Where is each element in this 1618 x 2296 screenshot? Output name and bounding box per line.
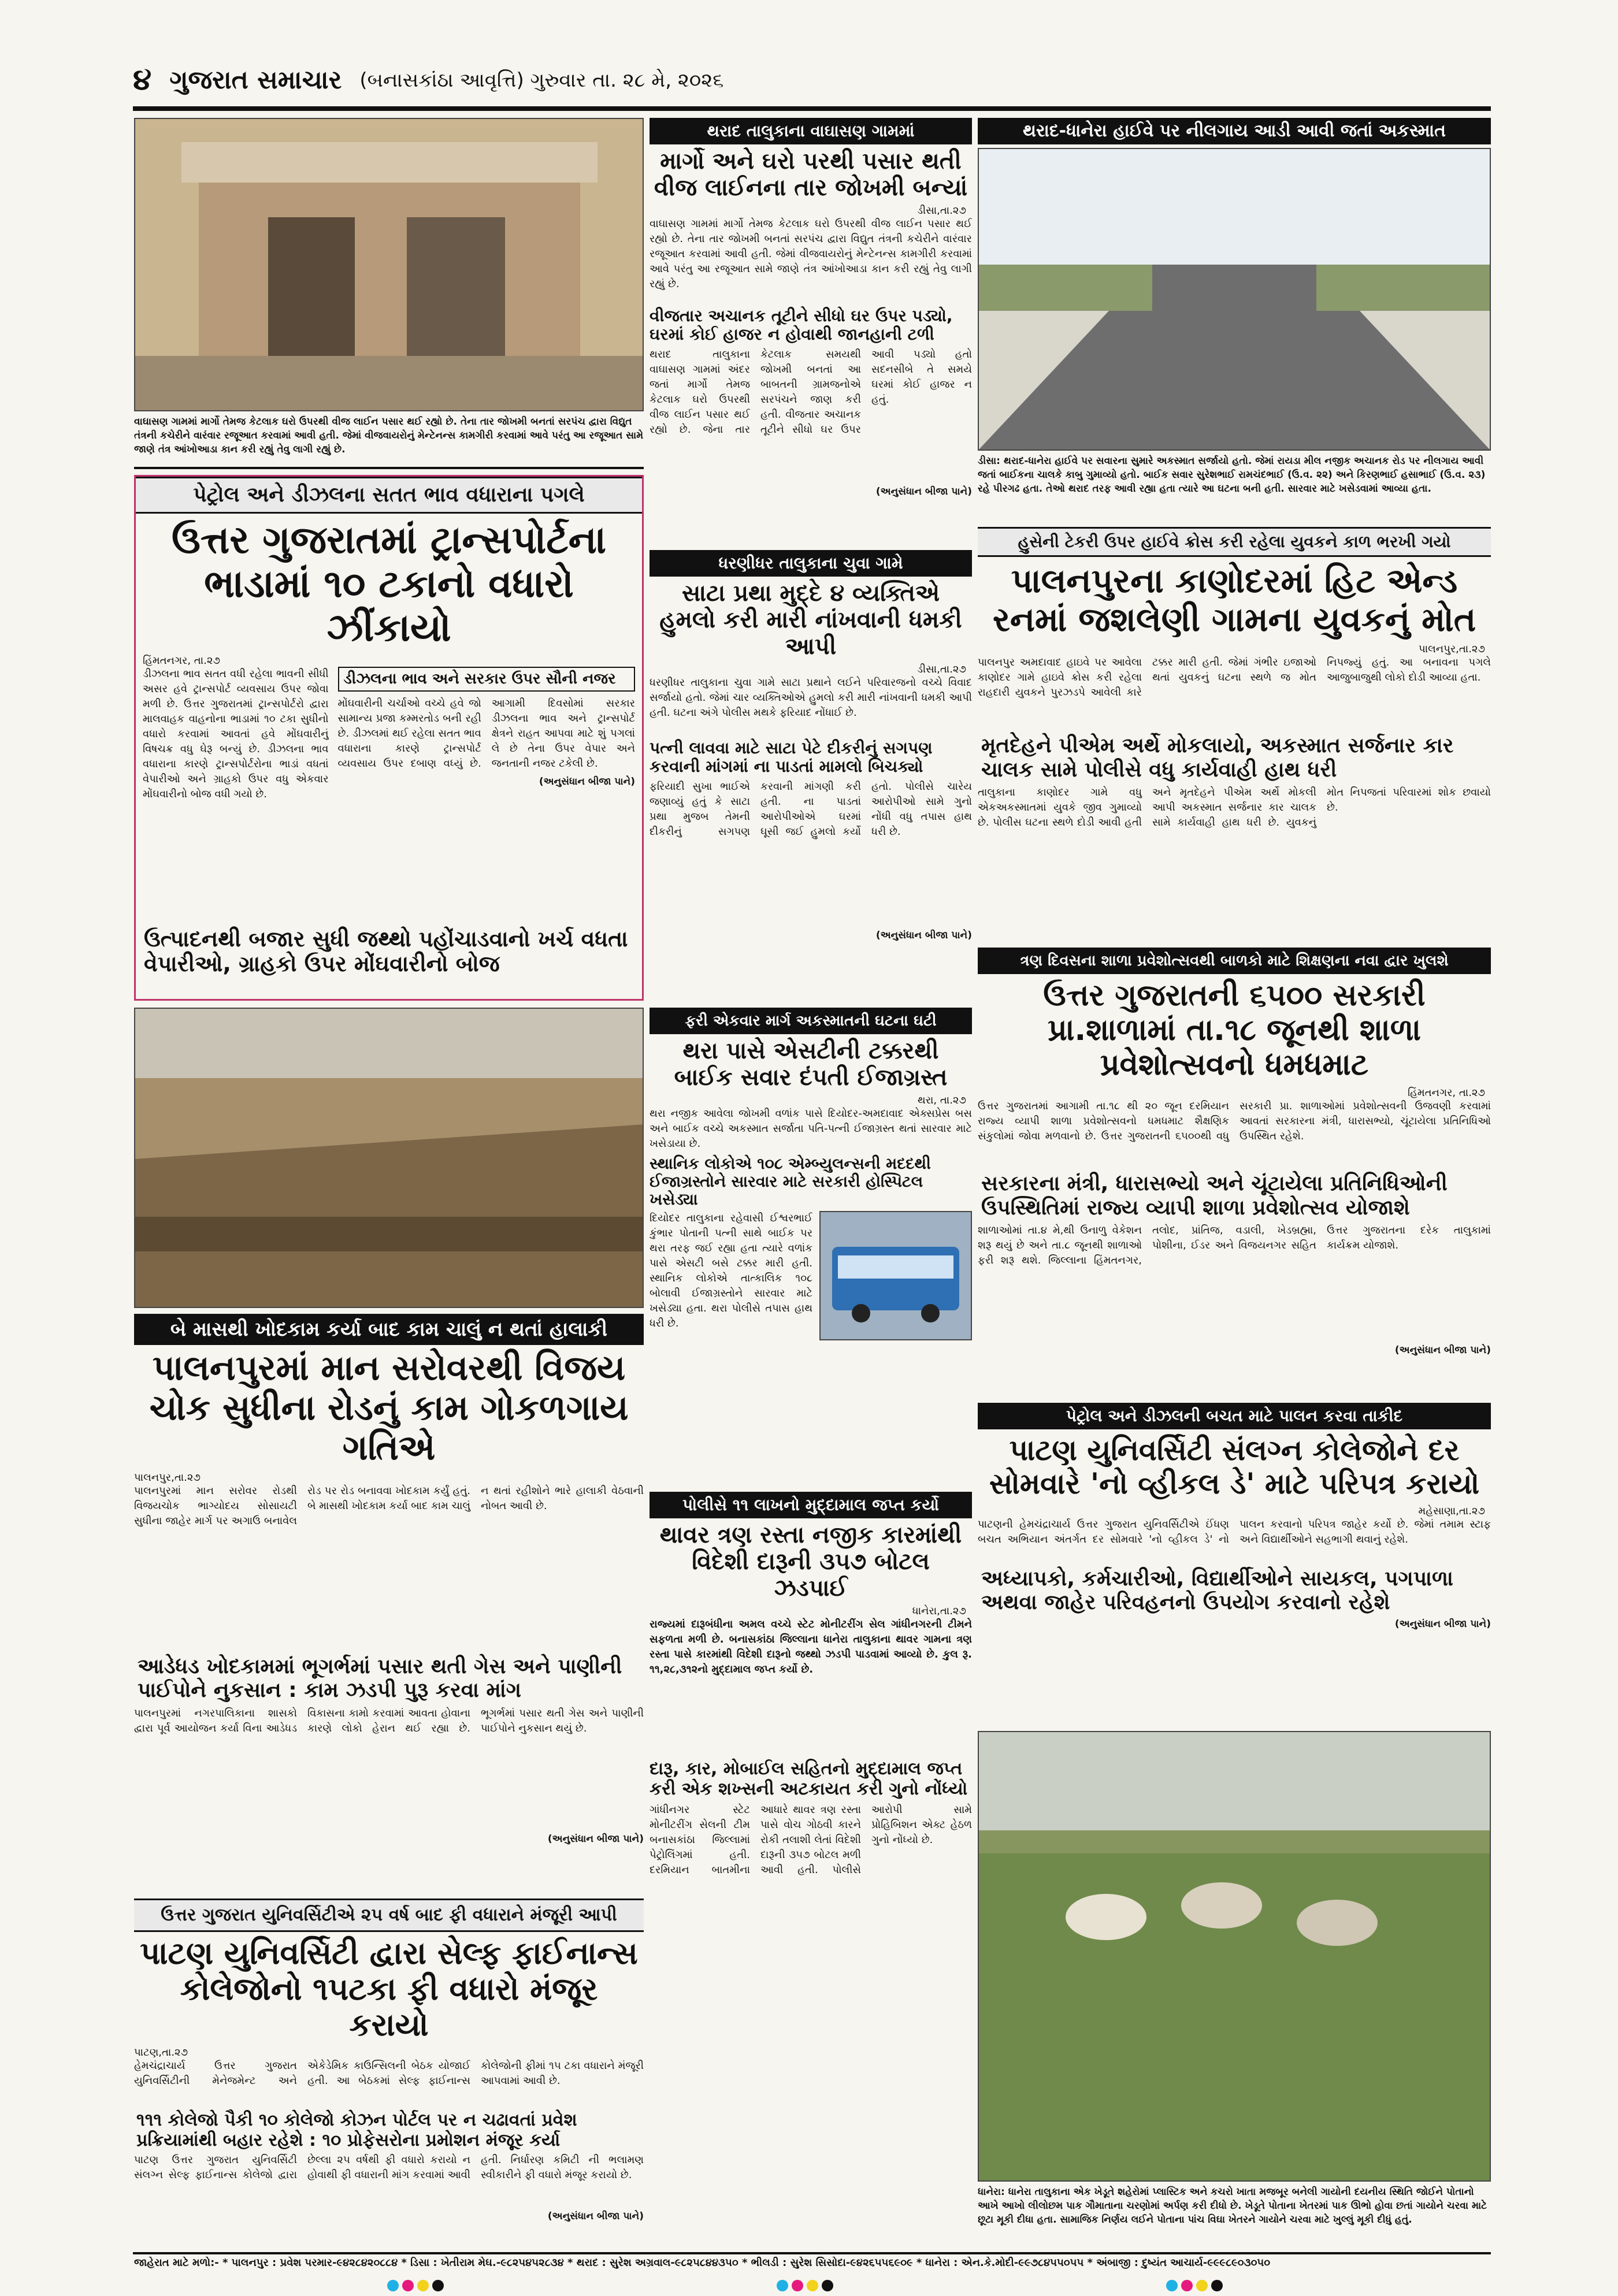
excavation-illustration bbox=[135, 1009, 644, 1308]
highway-accident-story bbox=[978, 118, 1491, 522]
school-kicker: ત્રણ દિવસના શાળા પ્રવેશોત્સવથી બાળકો માટે શિક્ષણના નવા દ્વાર ખુલશે bbox=[978, 948, 1491, 974]
liquor-headline: થાવર ત્રણ રસ્તા નજીક કારમાંથી વિદેશી દારૂની ૩૫૭ બોટલ ઝડપાઈ bbox=[659, 1522, 962, 1602]
masthead bbox=[133, 62, 1491, 105]
satta-dateline: ડીસા,તા.૨૭ bbox=[917, 663, 966, 675]
transport-body: ડીઝલના ભાવ સતત વધી રહેલા ભાવની સીધી અસર હવે ટ્રાન્સપોર્ટ વ્યવસાય ઉપર જોવા મળી છે. ઉત્તર ગુજરાતમાં ટ્રાન્સપોર્ટરો દ્વારા માલવાહક વાહનોના ભાડામાં ૧૦ ટકા સુધીનો વધારો કરવામાં આવતાં હવે મોંઘવારીનું વિષચક્ર વધુ ઘેરૂ બન્યું છે. ડીઝલના ભાવ વધારાના કારણે ટ્રાન્સપોર્ટરોના ભાડાં વધતાં વેપારીઓ અને ગ્રાહકો ઉપર વધુ એકવાર મોંઘવારીનો બોજ વધી ગયો છે. bbox=[143, 667, 329, 800]
footer-rule bbox=[133, 2252, 1491, 2254]
yellow-mark bbox=[807, 2280, 818, 2291]
tharad-body: થરાદ તાલુકાના વાઘાસણ ગામમાં અંદર જતાં માર્ગો તેમજ કેટલાક ઘરો ઉપરથી વીજ લાઈન પસાર થઈ રહ્યો છે. જેના તાર કેટલાક સમયથી જોખમી બનતાં આ બાબતની ગ્રામજનોએ સરપંચને જાણ કરી હતી. વીજતાર અચાનક તૂટીને સીધો ઘર ઉપર આવી પડ્યો હતો સદનસીબે તે સમયે ઘરમાં કોઈ હાજર ન હતું. bbox=[650, 348, 972, 436]
footer-credits: જાહેરાત માટે મળો:- * પાલનપુર : પ્રવેશ પરમાર-૯૪૨૮૪૨૦૮૮૪ * ડિસા : ખેતીરામ મેઘ.-૯૮૨૫૪૫૨૮૩૪ * થરાદ : સુરેશ અગ્રવાલ-૯૮૨૫૮૪૪૩૫૦ * ભીલડી : સુરેશ સિસોદા-૯૪૨૬૫૫૬૯૦૯ * ધાનેરા : એન.કે.મોદી-૯૯૭૮૪૫૫૦૫૫ * અંબાજી : દુષ્યંત આચાર્ય-૯૯૯૮૯૦૩૦૫૦ bbox=[134, 2257, 1271, 2269]
patan-fee-kicker: ઉત્તર ગુજરાત યુનિવર્સિટીએ ૨૫ વર્ષ બાદ ફી વધારાને મંજૂરી આપી bbox=[134, 1899, 644, 1932]
school-headline: ઉત્તર ગુજરાતની ૬૫૦૦ સરકારી પ્રા.શાળામાં તા.૧૮ જૂનથી શાળા પ્રવેશોત્સવનો ધમધમાટ bbox=[1043, 978, 1426, 1082]
patan-weekend-body: પાટણની હેમચંદ્રાચાર્ય ઉત્તર ગુજરાત યુનિવર્સિટીએ ઈંધણ બચત અભિયાન અંતર્ગત દર સોમવારે 'નો વ્હીકલ ડે' નો પાલન કરવાનો પરિપત્ર જાહેર કર્યો છે. જેમાં તમામ સ્ટાફ અને વિદ્યાર્થીઓને સહભાગી થવાનું રહેશે. bbox=[978, 1518, 1491, 1545]
patan-fee-headline: પાટણ યુનિવર્સિટી દ્વારા સેલ્ફ ફાઈનાન્સ કોલેજોનો ૧૫ટકા ફી વધારો મંજૂર કરાયો bbox=[140, 1935, 638, 2044]
farm-illustration bbox=[979, 1732, 1491, 2182]
highway-illustration bbox=[979, 149, 1490, 449]
cyan-mark bbox=[777, 2280, 788, 2291]
tharad-continued: (અનુસંધાન બીજા પાને) bbox=[875, 486, 972, 498]
road-kicker: બે માસથી ખોદકામ કર્યા બાદ કામ ચાલું ન થતાં હાલાકી bbox=[134, 1314, 644, 1345]
patan-fee-body2: પાટણ ઉત્તર ગુજરાત યુનિવર્સિટી સંલગ્ન સેલ્ફ ફાઈનાન્સ કોલેજો દ્વારા છેલ્લા ૨૫ વર્ષથી ફી વધારો કરાયો ન હોવાથી ફી વધારાની માંગ કરવામાં આવી હતી. નિર્ધારણ કમિટી ની ભલામણ સ્વીકારીને ફી વધારો મંજૂર કરાયો છે. bbox=[134, 2154, 644, 2182]
satta-body: ફરિયાદી સુખા ભાઈએ જણાવ્યું હતું કે સાટા પ્રથા મુજબ તેમની દીકરીનું સગપણ કરવાની માંગણી કરી હતી. ના પાડતાં આરોપીઓએ ઘરમાં ઘૂસી જઈ હુમલો કર્યો હતો. પોલીસે ચારેય આરોપીઓ સામે ગુનો નોંધી વધુ તપાસ હાથ ધરી છે. bbox=[650, 781, 972, 838]
patan-weekend-continued: (અનુસંધાન બીજા પાને) bbox=[1394, 1618, 1491, 1630]
transport-headline: ઉત્તર ગુજરાતમાં ટ્રાન્સપોર્ટના ભાડામાં ૧૦ ટકાનો વધારો ઝીંકાયો bbox=[171, 518, 607, 650]
palanpur-death-kicker: હુસેની ટેકરી ઉપર હાઈવે ક્રોસ કરી રહેલા યુવકને કાળ ભરખી ગયો bbox=[978, 527, 1491, 557]
house-illustration bbox=[135, 119, 644, 411]
road-body: પાલનપુરમાં માન સરોવર રોડથી વિજયચોક ભાગ્યોદય સોસાયટી સુધીના જાહેર માર્ગ પર અગાઉ બનાવેલ રોડ પર રોડ બનાવવા ખોદકામ કર્યું હતું. બે માસથી ખોદકામ કર્યા બાદ કામ ચાલું ન થતાં રહીશોને ભારે હાલાકી વેઠવાની નોબત આવી છે. bbox=[134, 1485, 644, 1527]
patan-fee-continued: (અનુસંધાન બીજા પાને) bbox=[547, 2210, 644, 2223]
liquor-story bbox=[650, 1492, 972, 2243]
school-subhead: સરકારના મંત્રી, ધારાસભ્યો અને ચૂંટાયેલા પ્રતિનિધિઓની ઉપસ્થિતિમાં રાજ્ય વ્યાપી શાળા પ્રવેશોત્સવ યોજાશે bbox=[981, 1172, 1448, 1220]
liquor-subhead: દારૂ, કાર, મોબાઈલ સહિતનો મુદ્દામાલ જપ્ત કરી એક શખ્સની અટકાયત કરી ગુનો નોંધ્યો bbox=[650, 1759, 968, 1799]
black-mark bbox=[822, 2280, 833, 2291]
bus-illustration bbox=[821, 1212, 971, 1339]
patan-fee-story bbox=[134, 1899, 644, 2239]
school-body: ઉત્તર ગુજરાતમાં આગામી તા.૧૮ થી ૨૦ જૂન દરમિયાન રાજ્ય વ્યાપી શાળા પ્રવેશોત્સવનો ધમધમાટ શૈક્ષણિક સંકુલોમાં જોવા મળવાનો છે. ઉત્તર ગુજરાતની ૬૫૦૦થી વધુ સરકારી પ્રા. શાળાઓમાં પ્રવેશોત્સવની ઉજવણી કરવામાં આવતાં સરકારના મંત્રી, ધારાસભ્યો, ચૂંટાયેલા પ્રતિનિધિઓ ઉપસ્થિત રહેશે. bbox=[978, 1100, 1491, 1143]
masthead-rule bbox=[133, 106, 1491, 111]
school-body2: શાળાઓમાં તા.૪ મે,થી ઉનાળુ વેકેશન શરૂ થયું છે અને તા.૮ જૂનથી શાળાઓ ફરી શરૂ થશે. જિલ્લાના હિંમતનગર, તલોદ, પ્રાંતિજ, વડાલી, ખેડબ્રહ્મા, પોશીના, ઈડર અને વિજયનગર સહિત ઉત્તર ગુજરાતના દરેક તાલુકામાં કાર્યક્રમ યોજાશે. bbox=[978, 1224, 1491, 1267]
cattle-farm-caption: ધાનેરા: ધાનેરા તાલુકાના એક ખેડૂતે શહેરોમાં પ્લાસ્ટિક અને કચરો ખાતા મજબૂર બનેલી ગાયોની દયનીય સ્થિતિ જોઈને પોતાનો આખે આખો લીલોછમ પાક ગૌમાતાના ચરણોમાં અર્પણ કરી દીધો છે. ખેડૂતે પોતાના ખેતરમાં પાક ઊભો હોવા છતાં ગાયોને ચરવા માટે છૂટા મૂકી દીધા હતા. સામાજિક નિર્ણય લઈને પોતાના પાંચ વિઘા ખેતરને ગાયોને ચરવા માટે ખુલ્લું મૂકી દીધું હતું. bbox=[978, 2186, 1487, 2226]
road-continued: (અનુસંધાન બીજા પાને) bbox=[547, 1833, 644, 1845]
satta-story bbox=[650, 550, 972, 1001]
liquor-intro: રાજ્યમાં દારૂબંધીના અમલ વચ્ચે સ્ટેટ મોનીટરીંગ સેલ ગાંધીનગરની ટીમને સફળતા મળી છે. બનાસકાંઠા જિલ્લાના ધાનેરા તાલુકાના થાવર ગામના ત્રણ રસ્તા પાસે કારમાંથી વિદેશી દારૂનો જથ્થો ઝડપી પાડવામાં આવ્યો છે. કુલ રૂ. ૧૧,૨૮,૩૧૨નો મુદ્દામાલ જપ્ત કર્યો છે. bbox=[650, 1618, 972, 1675]
road-excavation-photo bbox=[134, 1008, 644, 1308]
satta-subhead: પત્ની લાવવા માટે સાટા પેટે દીકરીનું સગપણ કરવાની માંગમાં ના પાડતાં મામલો બિચક્યો bbox=[650, 738, 933, 777]
edition-info: (બનાસકાંઠા આવૃત્તિ) ગુરુવાર તા. ૨૮ મે, ૨૦૨૬ bbox=[359, 68, 724, 92]
highway-accident-photo bbox=[978, 148, 1491, 451]
magenta-mark bbox=[402, 2280, 414, 2291]
yellow-mark bbox=[1196, 2280, 1208, 2291]
transport-continued: (અનુસંધાન બીજા પાને) bbox=[539, 775, 635, 787]
liquor-kicker: પોલીસે ૧૧ લાખનો મુદ્દામાલ જપ્ત કર્યો bbox=[650, 1492, 972, 1518]
divider bbox=[134, 467, 644, 469]
bus-body: દિયોદર તાલુકાના રહેવાસી ઈશ્વરભાઈ કુંભાર પોતાની પત્ની સાથે બાઈક પર થરા તરફ જઈ રહ્યા હતા ત્યારે વળાંક પાસે એસટી બસે ટક્કર મારી હતી. સ્થાનિક લોકોએ તાત્કાલિક ૧૦૮ બોલાવી ઈજાગ્રસ્તોને સારવાર માટે ખસેડ્યા હતા. થરા પોલીસે તપાસ હાથ ધરી છે. bbox=[650, 1212, 812, 1330]
transport-box-title: ડીઝલના ભાવ અને સરકાર ઉપર સૌની નજર bbox=[338, 667, 635, 692]
patan-weekend-kicker: પેટ્રોલ અને ડીઝલની બચત માટે પાલન કરવા તાકીદ bbox=[978, 1403, 1491, 1429]
school-dateline: હિંમતનગર, તા.૨૭ bbox=[1408, 1087, 1485, 1099]
highway-kicker: થરાદ-ધાનેરા હાઈવે પર નીલગાય આડી આવી જતાં અકસ્માત bbox=[978, 118, 1491, 144]
black-mark bbox=[432, 2280, 444, 2291]
tharad-intro: વાઘાસણ ગામમાં માર્ગો તેમજ કેટલાક ઘરો ઉપરથી વીજ લાઈન પસાર થઈ રહ્યો છે. તેના તાર જોખમી બનતાં સરપંચ દ્વારા વિદ્યુત તંત્રની કચેરીને વારંવાર રજૂઆત કરવામાં આવી હતી. જેમાં વીજવાયરોનું મેન્ટેનન્સ કામગીરી કરવામાં આવે પરંતુ આ રજૂઆત સામે જાણે તંત્ર આંખોઆડા કાન કરી રહ્યું તેવુ લાગી રહ્યું છે. bbox=[650, 218, 972, 290]
house-photo bbox=[134, 118, 644, 411]
palanpur-death-story bbox=[978, 527, 1491, 943]
palanpur-death-dateline: પાલનપુર,તા.૨૭ bbox=[1419, 643, 1485, 656]
house-photo-caption: વાઘાસણ ગામમાં માર્ગો તેમજ કેટલાક ઘરો ઉપરથી વીજ લાઈન પસાર થઈ રહ્યો છે. તેના તાર જોખમી બનતાં સરપંચ દ્વારા વિદ્યુત તંત્રની કચેરીને વારંવાર રજૂઆત કરવામાં આવી હતી. જેમાં વીજવાયરોનું મેન્ટેનન્સ કામગીરી કરવામાં આવે પરંતુ આ રજૂઆત સામે જાણે તંત્ર આંખોઆડા કાન કરી રહ્યું તેવુ લાગી રહ્યું છે. bbox=[134, 416, 644, 455]
bus-headline: થરા પાસે એસટીની ટક્કરથી બાઈક સવાર દંપતી ઈજાગ્રસ્ત bbox=[674, 1038, 948, 1091]
palanpur-death-body: પાલનપુર અમદાવાદ હાઇવે પર આવેલા કાણોદર ગામે હાઇવે ક્રોસ કરી રહેલા રાહદારી યુવકને પુરઝડપે આવેલી કારે ટક્કર મારી હતી. જેમાં ગંભીર ઇજાઓ થતાં યુવકનું ઘટના સ્થળે જ મોત નિપજ્યું હતું. આ બનાવના પગલે આજુબાજુથી લોકો દોડી આવ્યા હતા. bbox=[978, 656, 1491, 699]
transport-dateline: હિંમતનગર, તા.૨૭ bbox=[143, 654, 220, 667]
school-story bbox=[978, 948, 1491, 1398]
patan-weekend-headline: પાટણ યુનિવર્સિટી સંલગ્ન કોલેજોને દર સોમવારે 'નો વ્હીકલ ડે' માટે પરિપત્ર કરાયો bbox=[989, 1433, 1480, 1500]
tharad-dateline: ડીસા,તા.૨૭ bbox=[917, 205, 966, 217]
road-story bbox=[134, 1314, 644, 1649]
satta-kicker: ધરણીધર તાલુકાના ચુવા ગામે bbox=[650, 550, 972, 577]
bus-story bbox=[650, 1008, 972, 1487]
transport-kicker: પેટ્રોલ અને ડીઝલના સતત ભાવ વધારાના પગલે bbox=[136, 477, 642, 514]
cyan-mark bbox=[387, 2280, 399, 2291]
liquor-dateline: ધાનેરા,તા.૨૭ bbox=[912, 1605, 966, 1617]
color-registration-marks bbox=[387, 2280, 1312, 2295]
black-mark bbox=[1211, 2280, 1223, 2291]
bus-subhead: સ્થાનિક લોકોએ ૧૦૮ એમ્બ્યુલન્સની મદદથી ઈજાગ્રસ્તોને સારવાર માટે સરકારી હોસ્પિટલ ખસેડ્યા bbox=[650, 1155, 931, 1209]
road-headline: પાલનપુરમાં માન સરોવરથી વિજય ચોક સુધીના રોડનું કામ ગોકળગાય ગતિએ bbox=[149, 1348, 629, 1468]
liquor-body: ગાંધીનગર સ્ટેટ મોનીટરીંગ સેલની ટીમ બનાસકાંઠા જિલ્લામાં પેટ્રોલિંગમાં હતી. દરમિયાન બાતમીના આધારે થાવર ત્રણ રસ્તા પાસે વોચ ગોઠવી કારને રોકી તલાશી લેતાં વિદેશી દારૂની ૩૫૭ બોટલ મળી આવી હતી. પોલીસે આરોપી સામે પ્રોહિબિશન એક્ટ હેઠળ ગુનો નોંધ્યો છે. bbox=[650, 1804, 972, 1876]
bus-photo bbox=[819, 1211, 972, 1340]
tharad-subhead: વીજતાર અચાનક તૂટીને સીધો ઘર ઉપર પડ્યો, ઘરમાં કોઈ હાજર ન હોવાથી જાનહાની ટળી bbox=[650, 306, 953, 344]
yellow-mark bbox=[417, 2280, 429, 2291]
road-subhead: આડેધડ ખોદકામમાં ભૂગર્ભમાં પસાર થતી ગેસ અને પાણીની પાઈપોને નુકસાન : કામ ઝડપી પુરૂ કરવા માંગ bbox=[138, 1655, 622, 1703]
tharad-kicker: થરાદ તાલુકાના વાઘાસણ ગામમાં bbox=[650, 118, 972, 144]
patan-weekend-subhead: અધ્યાપકો, કર્મચારીઓ, વિદ્યાર્થીઓને સાયકલ, પગપાળા અથવા જાહેર પરિવહનનો ઉપયોગ કરવાનો રહેશે bbox=[981, 1567, 1453, 1615]
magenta-mark bbox=[792, 2280, 803, 2291]
satta-intro: ધરણીધર તાલુકાના ચુવા ગામે સાટા પ્રથાને લઈને પરિવારજનો વચ્ચે વિવાદ સર્જાયો હતો. જેમાં ચાર વ્યક્તિઓએ હુમલો કરી મારી નાંખવાની ધમકી આપી હતી. ઘટના અંગે પોલીસ મથકે ફરિયાદ નોંધાઈ છે. bbox=[650, 677, 972, 719]
transport-box-body: મોંઘવારીની ચર્ચાઓ વચ્ચે હવે જો સામાન્ય પ્રજા કમ્મરતોડ બની રહી છે. ડીઝલમાં થઈ રહેલા સતત ભાવ વધારાના કારણે ટ્રાન્સપોર્ટ વ્યવસાય ઉપર દબાણ વધ્યું છે. આગામી દિવસોમાં સરકાર ડીઝલના ભાવ અને ટ્રાન્સપોર્ટ ક્ષેત્રને રાહત આપવા માટે શું પગલાં લે છે તેના ઉપર વેપાર અને જનતાની નજર ટકેલી છે. bbox=[337, 697, 635, 770]
tharad-headline: માર્ગો અને ઘરો પરથી પસાર થતી વીજ લાઈનના તાર જોખમી બન્યાં bbox=[654, 148, 968, 201]
cyan-mark bbox=[1166, 2280, 1178, 2291]
bus-kicker: ફરી એકવાર માર્ગ અકસ્માતની ઘટના ઘટી bbox=[650, 1008, 972, 1034]
page-number: ૪ bbox=[133, 62, 152, 97]
patan-fee-dateline: પાટણ,તા.૨૭ bbox=[134, 2046, 188, 2059]
patan-weekend-dateline: મહેસાણા,તા.૨૭ bbox=[1418, 1505, 1485, 1517]
transport-subhead: ઉત્પાદનથી બજાર સુધી જથ્થો પહોંચાડવાનો ખર્ચ વધતા વેપારીઓ, ગ્રાહકો ઉપર મોંઘવારીનો બોજ bbox=[144, 926, 628, 977]
newspaper-logo: ગુજરાત સમાચાર bbox=[169, 65, 342, 95]
palanpur-death-subhead: મૃતદેહને પીએમ અર્થે મોકલાયો, અકસ્માત સર્જનાર કાર ચાલક સામે પોલીસે વધુ કાર્યવાહી હાથ ધરી bbox=[981, 734, 1454, 782]
tharad-story bbox=[650, 118, 972, 545]
patan-fee-subhead: ૧૧૧ કોલેજો પૈકી ૧૦ કોલેજો કોઝન પોર્ટલ પર ન ચઢાવતાં પ્રવેશ પ્રક્રિયામાંથી બહાર રહેશે : ૧૦ પ્રોફેસરોના પ્રમોશન મંજૂર કર્યા bbox=[136, 2110, 577, 2150]
patan-fee-body: હેમચંદ્રાચાર્ય ઉત્તર ગુજરાત યુનિવર્સિટીની મેનેજમેન્ટ અને એકેડેમિક કાઉન્સિલની બેઠક યોજાઈ હતી. આ બેઠકમાં સેલ્ફ ફાઈનાન્સ કોલેજોની ફીમાં ૧૫ ટકા વધારાને મંજૂરી આપવામાં આવી છે. bbox=[134, 2060, 644, 2087]
cattle-farm-photo bbox=[978, 1731, 1491, 2182]
magenta-mark bbox=[1181, 2280, 1193, 2291]
palanpur-death-body2: તાલુકાના કાણોદર ગામે વધુ એકઅકસ્માતમાં યુવકે જીવ ગુમાવ્યો છે. પોલીસ ઘટના સ્થળે દોડી આવી હતી અને મૃતદેહને પીએમ અર્થે મોકલી આપી અકસ્માત સર્જનાર કાર ચાલક સામે કાર્યવાહી હાથ ધરી છે. યુવકનું મોત નિપજતાં પરિવારમાં શોક છવાયો છે. bbox=[978, 786, 1491, 829]
highway-photo-caption: ડીસા: થરાદ-ધાનેરા હાઈવે પર સવારના સુમારે અકસ્માત સર્જાયો હતો. જેમાં રાયડા મીલ નજીક અચાનક રોડ પર નીલગાય આવી જતાં બાઈકના ચાલકે કાબુ ગુમાવ્યો હતો. બાઈક સવાર સુરેશભાઈ રામચંદભાઈ (ઉ.વ. ૨૨) અને કિરણભાઈ હસાભાઈ (ઉ.વ. ૨૩) રહે પીરગઢ હતા. તેઓ થરાદ તરફ આવી રહ્યા હતા ત્યારે આ ઘટના બની હતી. સારવાર માટે ખસેડવામાં આવ્યા હતા. bbox=[978, 455, 1486, 495]
road-dateline: પાલનપુર,તા.૨૭ bbox=[134, 1472, 201, 1484]
satta-continued: (અનુસંધાન બીજા પાને) bbox=[875, 930, 972, 942]
road-body2: પાલનપુરમાં નગરપાલિકાના શાસકો દ્વારા પૂર્વ આયોજન કર્યા વિના આડેધડ વિકાસના કામો કરવામાં આવતા હોવાના કારણે લોકો હેરાન થઈ રહ્યા છે. ભૂગર્ભમાં પસાર થતી ગેસ અને પાણીની પાઈપોને નુકસાન થયું છે. bbox=[134, 1707, 644, 1734]
bus-dateline: થરા, તા.૨૭ bbox=[917, 1094, 966, 1106]
patan-weekend-story bbox=[978, 1403, 1491, 1726]
school-continued: (અનુસંધાન બીજા પાને) bbox=[1394, 1344, 1491, 1357]
bus-intro: થરા નજીક આવેલા જોખમી વળાંક પાસે દિયોદર-અમદાવાદ એક્સપ્રેસ બસ અને બાઈક વચ્ચે અકસ્માત સર્જાતા પતિ-પત્ની ઈજાગ્રસ્ત થતાં સારવાર માટે ખસેડાયા છે. bbox=[650, 1108, 972, 1150]
palanpur-death-headline: પાલનપુરના કાણોદરમાં હિટ એન્ડ રનમાં જશલેણી ગામના યુવકનું મોત bbox=[992, 561, 1476, 639]
road-story-part2 bbox=[134, 1651, 644, 1894]
transport-story bbox=[134, 475, 644, 1001]
satta-headline: સાટા પ્રથા મુદ્દે ૪ વ્યક્તિએ હુમલો કરી મારી નાંખવાની ધમકી આપી bbox=[659, 580, 962, 660]
